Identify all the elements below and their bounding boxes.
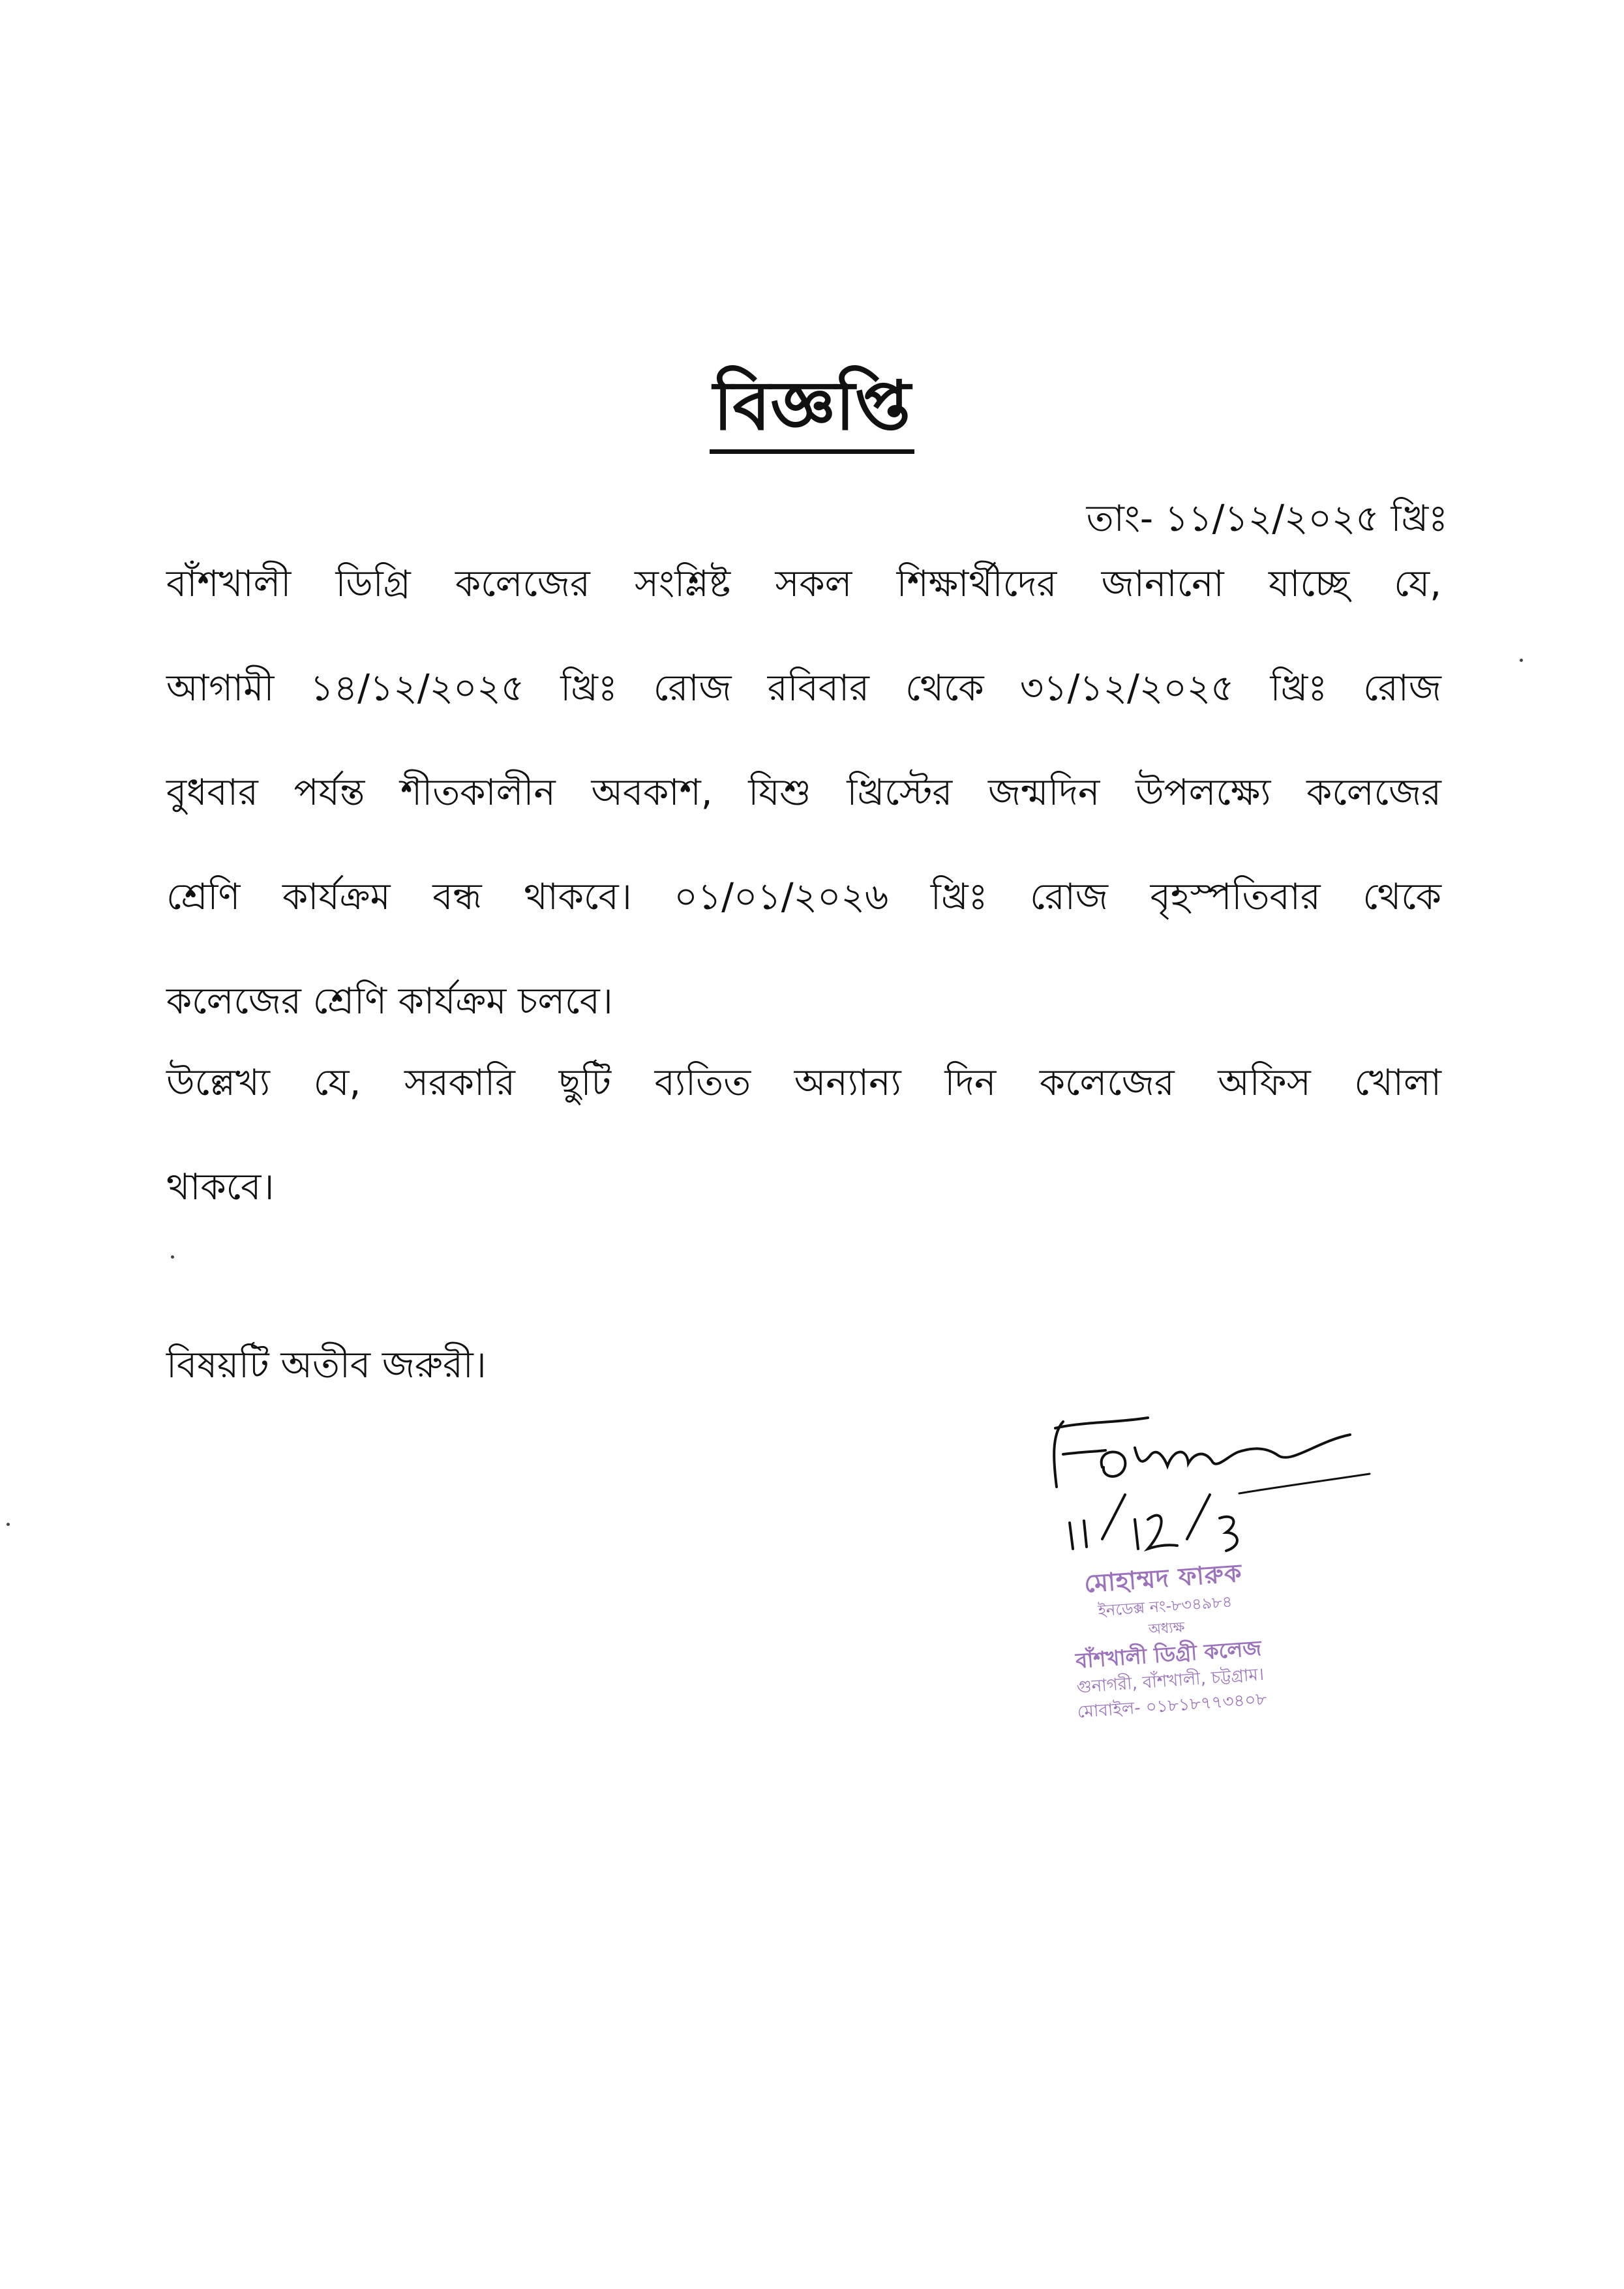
scan-speck [7, 1523, 10, 1526]
scan-speck [1520, 659, 1523, 662]
stamp-index-no: ইনডেক্স নং-৮৩৪৯৮৪ [1097, 1592, 1233, 1621]
notice-title [0, 365, 1624, 454]
stamp-address: গুনাগরী, বাঁশখালী, চট্টগ্রাম। [1075, 1664, 1265, 1698]
notice-paragraph-1 [166, 561, 1441, 1083]
notice-paragraph-2 [166, 1060, 1441, 1268]
scan-speck [171, 1255, 174, 1259]
paragraph-1-line: বুধবার পর্যন্ত শীতকালীন অবকাশ, যিশু খ্রিস্টের জন্মদিন উপলক্ষ্যে কলেজের [166, 771, 1441, 814]
handwritten-signature [1044, 1409, 1383, 1578]
stamp-mobile: মোবাইল- ০১৮১৮৭৭৩৪০৮ [1076, 1689, 1268, 1722]
notice-date: তাং- ১১/১২/২০২৫ খ্রিঃ [1086, 498, 1448, 540]
paragraph-1-line: বাঁশখালী ডিগ্রি কলেজের সংশ্লিষ্ট সকল শিক্ষার্থীদের জানানো যাচ্ছে যে, [166, 563, 1441, 605]
paragraph-1-line: আগামী ১৪/১২/২০২৫ খ্রিঃ রোজ রবিবার থেকে ৩১/১২/২০২৫ খ্রিঃ রোজ [166, 667, 1441, 710]
paragraph-2-line: উল্লেখ্য যে, সরকারি ছুটি ব্যতিত অন্যান্য দিন কলেজের অফিস খোলা [166, 1062, 1441, 1104]
paragraph-1-line: কলেজের শ্রেণি কার্যক্রম চলবে। [166, 980, 613, 1023]
stamp-name: মোহাম্মদ ফারুক [1083, 1558, 1243, 1598]
notice-title-text: বিজ্ঞপ্তি [710, 365, 914, 454]
notice-closing: বিষয়টি অতীব জরুরী। [166, 1344, 487, 1386]
official-stamp [999, 1551, 1336, 1729]
paragraph-1-line: শ্রেণি কার্যক্রম বন্ধ থাকবে। ০১/০১/২০২৬ খ্রিঃ রোজ বৃহস্পতিবার থেকে [166, 876, 1441, 918]
paragraph-2-line: থাকবে। [166, 1166, 275, 1208]
stamp-institution: বাঁশখালী ডিগ্রী কলেজ [1074, 1636, 1263, 1673]
stamp-designation: অধ্যক্ষ [1148, 1619, 1186, 1638]
